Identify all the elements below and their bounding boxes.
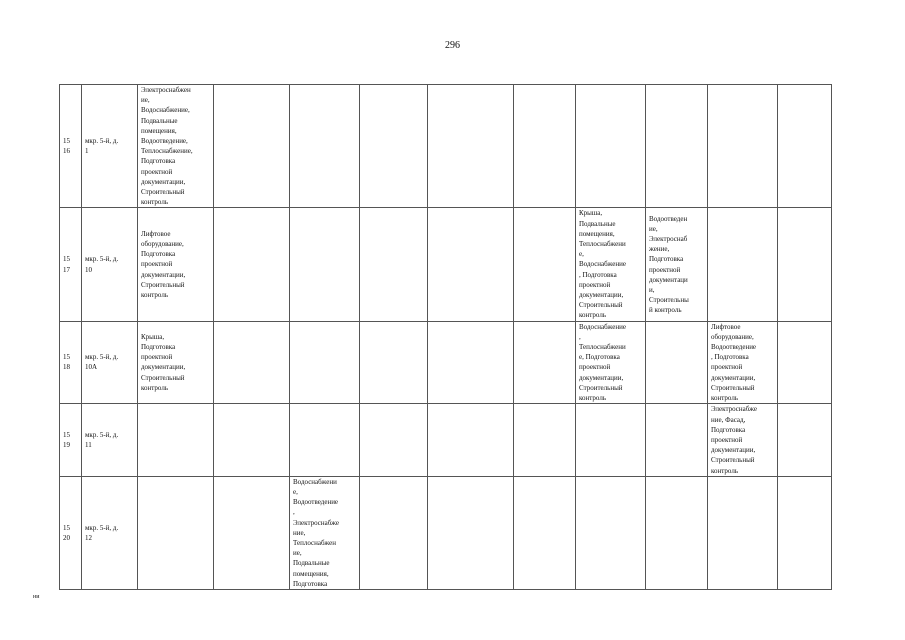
row-number: 15 17 <box>60 208 82 321</box>
page-number: 296 <box>445 40 460 51</box>
table-row <box>60 208 832 321</box>
row-number: 15 18 <box>60 321 82 404</box>
works-cell <box>646 404 708 476</box>
works-cell: Водоотведен ие, Электроснаб жение, Подготовка проектной документаци и, Строительны й контроль <box>646 208 708 321</box>
works-cell <box>646 476 708 589</box>
works-cell <box>290 85 360 208</box>
address-cell: мкр. 5-й, д. 12 <box>82 476 138 589</box>
address-cell: мкр. 5-й, д. 10А <box>82 321 138 404</box>
table-row <box>60 85 832 208</box>
address-cell: мкр. 5-й, д. 1 <box>82 85 138 208</box>
table-row <box>60 404 832 476</box>
works-cell <box>576 85 646 208</box>
works-cell <box>290 321 360 404</box>
row-number: 15 19 <box>60 404 82 476</box>
works-cell <box>138 476 214 589</box>
works-cell <box>290 208 360 321</box>
works-cell: Водоснабжени е, Водоотведение , Электроснабже ние, Теплоснабжен ие, Подвальные помещения, Подготовка <box>290 476 360 589</box>
works-cell: Крыша, Подготовка проектной документации, Строительный контроль <box>138 321 214 404</box>
works-cell <box>576 404 646 476</box>
works-cell <box>708 85 778 208</box>
works-cell: Крыша, Подвальные помещения, Теплоснабжени е, Водоснабжение , Подготовка проектной документации, Строительный контроль <box>576 208 646 321</box>
row-number: 15 20 <box>60 476 82 589</box>
works-cell: Водоснабжение , Теплоснабжени е, Подготовка проектной документации, Строительный контроль <box>576 321 646 404</box>
address-cell: мкр. 5-й, д. 11 <box>82 404 138 476</box>
works-cell <box>646 321 708 404</box>
table-row <box>60 321 832 404</box>
repair-schedule-table <box>59 84 832 590</box>
table-row <box>60 476 832 589</box>
works-cell <box>138 404 214 476</box>
works-cell <box>290 404 360 476</box>
works-cell: Электроснабже ние, Фасад, Подготовка проектной документации, Строительный контроль <box>708 404 778 476</box>
footer-text: ни <box>33 594 40 600</box>
works-cell: Лифтовое оборудование, Подготовка проектной документации, Строительный контроль <box>138 208 214 321</box>
works-cell: Электроснабжен ие, Водоснабжение, Подвальные помещения, Водоотведение, Теплоснабжение, Подготовка проектной документации, Строительный контроль <box>138 85 214 208</box>
works-cell <box>646 85 708 208</box>
row-number: 15 16 <box>60 85 82 208</box>
works-cell: Лифтовое оборудование, Водоотведение , Подготовка проектной документации, Строительный контроль <box>708 321 778 404</box>
address-cell: мкр. 5-й, д. 10 <box>82 208 138 321</box>
works-cell <box>708 208 778 321</box>
works-cell <box>708 476 778 589</box>
works-cell <box>576 476 646 589</box>
